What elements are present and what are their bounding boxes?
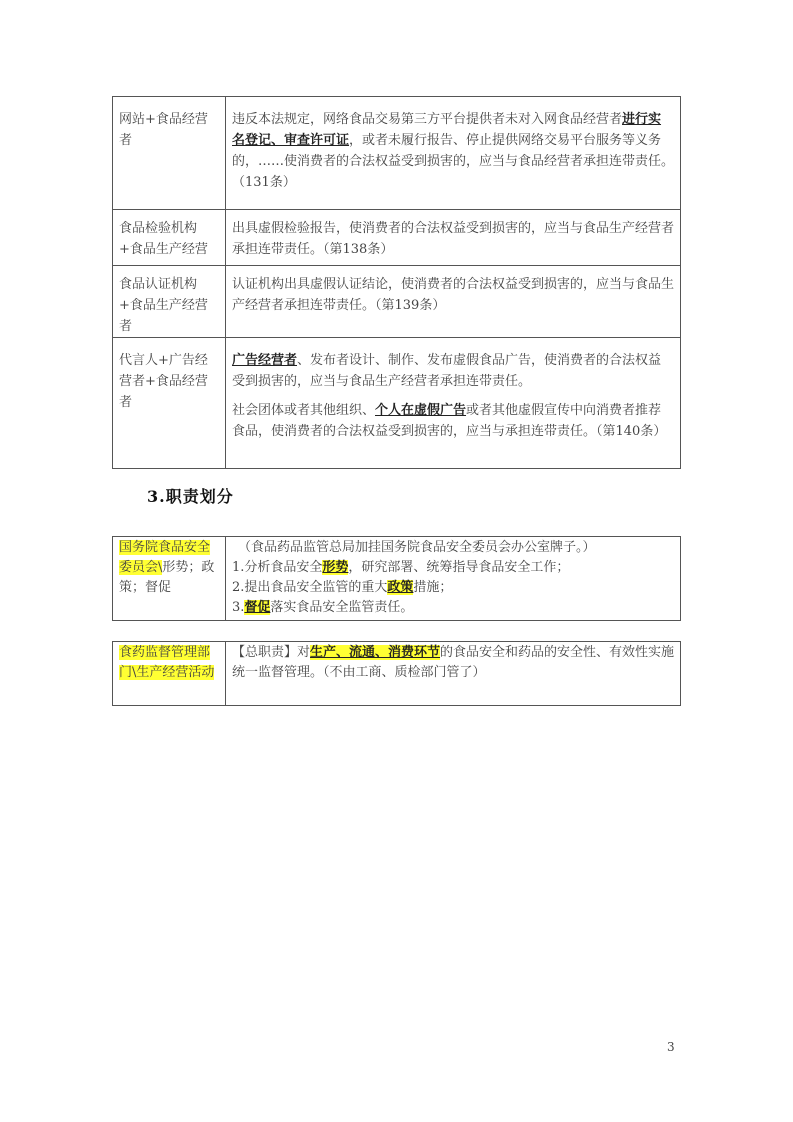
- highlighted-text: 生产、流通、消费环节: [310, 645, 441, 660]
- emphasis-underline: 个人在虚假广告: [375, 403, 467, 418]
- table-row: [113, 642, 681, 706]
- table-row: [113, 537, 681, 621]
- fda-duties-table: [112, 641, 681, 706]
- table-row: [113, 338, 681, 469]
- party-cell: 网站+食品经营者: [113, 97, 226, 210]
- provision-cell: 违反本法规定，网络食品交易第三方平台提供者未对入网食品经营者进行实名登记、审查许可证，或者未履行报告、停止提供网络交易平台服务等义务的，……使消费者的合法权益受到损害的，应当与食品经营者承担连带责任。（131条）: [226, 97, 681, 210]
- party-cell: 食品认证机构+食品生产经营者: [113, 266, 226, 338]
- table-row: [113, 97, 681, 210]
- joint-liability-table: [112, 96, 681, 469]
- provision-cell: 出具虚假检验报告，使消费者的合法权益受到损害的，应当与食品生产经营者承担连带责任。（第138条）: [226, 210, 681, 266]
- table-row: [113, 266, 681, 338]
- highlighted-text: 督促: [244, 600, 271, 615]
- council-duties-table: [112, 536, 681, 621]
- provision-paragraph: 广告经营者、发布者设计、制作、发布虚假食品广告，使消费者的合法权益受到损害的，应当与食品生产经营者承担连带责任。: [232, 353, 662, 389]
- provision-cell: [226, 338, 681, 469]
- emphasis-underline: 广告经营者: [232, 353, 298, 368]
- party-cell: 代言人+广告经营者+食品经营者: [113, 338, 226, 469]
- highlighted-text: 形势: [322, 560, 349, 575]
- party-cell: 食品检验机构+食品生产经营: [113, 210, 226, 266]
- duties-cell: （食品药品监管总局加挂国务院食品安全委员会办公室牌子。） 1.分析食品安全形势，研究部署、统筹指导食品安全工作； 2.提出食品安全监管的重大政策措施； 3.督促落实食品安全监管责任。: [226, 537, 681, 621]
- highlighted-text: 国务院食品安全委员会\: [119, 540, 211, 575]
- duties-cell: 【总职责】对生产、流通、消费环节的食品安全和药品的安全性、有效性实施统一监督管理。（不由工商、质检部门管了）: [226, 642, 681, 706]
- table-row: [113, 210, 681, 266]
- highlighted-text: 食药监督管理部门\生产经营活动: [119, 645, 215, 680]
- highlighted-text: 政策: [387, 580, 414, 595]
- provision-paragraph: 社会团体或者其他组织、个人在虚假广告或者其他虚假宣传中向消费者推荐食品，使消费者的合法权益受到损害的，应当与承担连带责任。（第140条）: [232, 403, 667, 439]
- emphasis-underline: 进行实名登记、审查许可证: [232, 112, 662, 148]
- provision-cell: 认证机构出具虚假认证结论，使消费者的合法权益受到损害的，应当与食品生产经营者承担连带责任。（第139条）: [226, 266, 681, 338]
- page-number: 3: [667, 1040, 675, 1054]
- section-heading: 3.职责划分: [147, 487, 234, 506]
- party-cell: 国务院食品安全委员会\形势；政策；督促: [113, 537, 226, 621]
- party-cell: [113, 642, 226, 706]
